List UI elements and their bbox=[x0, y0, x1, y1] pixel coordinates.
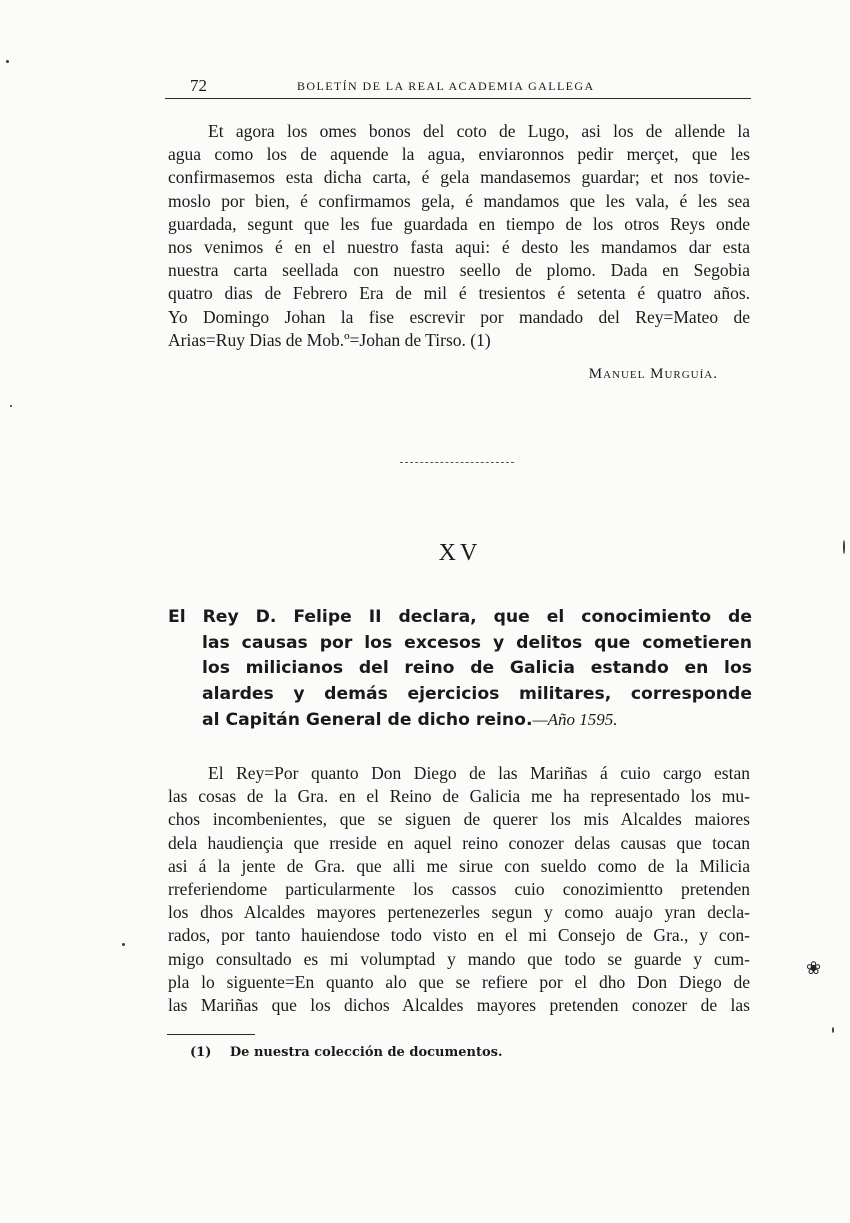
running-head bbox=[165, 74, 751, 99]
royal-decree-body bbox=[168, 762, 750, 1017]
heading-line: las causas por los excesos y delitos que cometieren bbox=[202, 632, 752, 653]
text-line: dela haudiençia que rreside en aquel reino conozer delas causas que tocan bbox=[168, 832, 750, 853]
scan-speck bbox=[10, 405, 12, 407]
text-line: moslo por bien, é confirmamos gela, é mandamos que les vala, é les sea bbox=[168, 190, 750, 211]
scan-speck bbox=[122, 943, 125, 946]
text-line: El Rey=Por quanto Don Diego de las Mariñas á cuio cargo estan bbox=[208, 763, 750, 783]
text-line: rreferiendome particularmente los cassos cuio conozimientto pretenden bbox=[168, 878, 750, 899]
footnote bbox=[190, 1045, 502, 1060]
footnote-mark: (1) bbox=[190, 1045, 212, 1060]
document-continuation bbox=[168, 120, 750, 352]
text-line: Arias=Ruy Dias de Mob.º=Johan de Tirso. (1) bbox=[168, 329, 491, 350]
text-line: guardada, segunt que les fue guardada en tiempo de los otros Reys onde bbox=[168, 213, 750, 234]
heading-line: al Capitán General de dicho reino. bbox=[202, 710, 533, 730]
text-line: Et agora los omes bonos del coto de Lugo, asi los de allende la bbox=[208, 121, 750, 141]
text-line: las cosas de la Gra. en el Reino de Galicia me ha representado los mu- bbox=[168, 786, 750, 807]
text-line: los dhos Alcaldes mayores pertenezerles segun y como auajo yran decla- bbox=[168, 902, 750, 923]
text-line: confirmasemos esta dicha carta, é gela mandasemos guardar; et nos tovie- bbox=[168, 167, 750, 188]
text-line: nos venimos é en el nuestro fasta aqui: é desto les mandamos dar esta bbox=[168, 236, 750, 257]
ink-blot-icon: ❀ bbox=[806, 958, 822, 978]
text-line: pla lo siguente=En quanto alo que se refiere por el dho Don Diego de bbox=[168, 971, 750, 992]
text-line: migo consultado es mi volumptad y mando que todo se guarde y cum- bbox=[168, 948, 750, 969]
text-line: asi á la jente de Gra. que alli me sirue con sueldo como de la Milicia bbox=[168, 855, 750, 876]
text-line: nuestra carta seellada con nuestro seello de plomo. Dada en Segobia bbox=[168, 260, 750, 281]
footnote-rule bbox=[167, 1034, 255, 1035]
scan-speck bbox=[843, 540, 845, 554]
text-line: rados, por tanto hauiendose todo visto en el mi Consejo de Gra., y con- bbox=[168, 925, 750, 946]
text-line: las Mariñas que los dichos Alcaldes mayores pretenden conozer de las bbox=[168, 994, 750, 1015]
text-line: chos incombenientes, que se siguen de querer los mis Alcaldes maiores bbox=[168, 809, 750, 830]
section-heading bbox=[168, 605, 752, 733]
page-number: 72 bbox=[190, 76, 207, 95]
section-separator bbox=[400, 462, 514, 463]
heading-line-last bbox=[168, 707, 752, 733]
text-line: Yo Domingo Johan la fise escrevir por mandado del Rey=Mateo de bbox=[168, 306, 750, 327]
scan-speck bbox=[6, 60, 9, 63]
section-numeral: XV bbox=[438, 540, 482, 566]
heading-line: los milicianos del reino de Galicia estando en los bbox=[202, 658, 752, 678]
heading-line: El Rey D. Felipe II declara, que el conocimiento de bbox=[168, 607, 752, 627]
heading-year: —Año 1595. bbox=[532, 710, 618, 729]
heading-line: alardes y demás ejercicios militares, corresponde bbox=[202, 683, 752, 704]
text-line: quatro dias de Febrero Era de mil é tresientos é setenta é quatro años. bbox=[168, 283, 750, 304]
scan-speck bbox=[832, 1027, 834, 1033]
author-signature: Manuel Murguía. bbox=[588, 366, 718, 382]
journal-title: BOLETÍN DE LA REAL ACADEMIA GALLEGA bbox=[297, 79, 595, 93]
text-line: agua como los de aquende la agua, enviaronnos pedir merçet, que les bbox=[168, 144, 750, 165]
footnote-text: De nuestra colección de documentos. bbox=[229, 1045, 503, 1060]
